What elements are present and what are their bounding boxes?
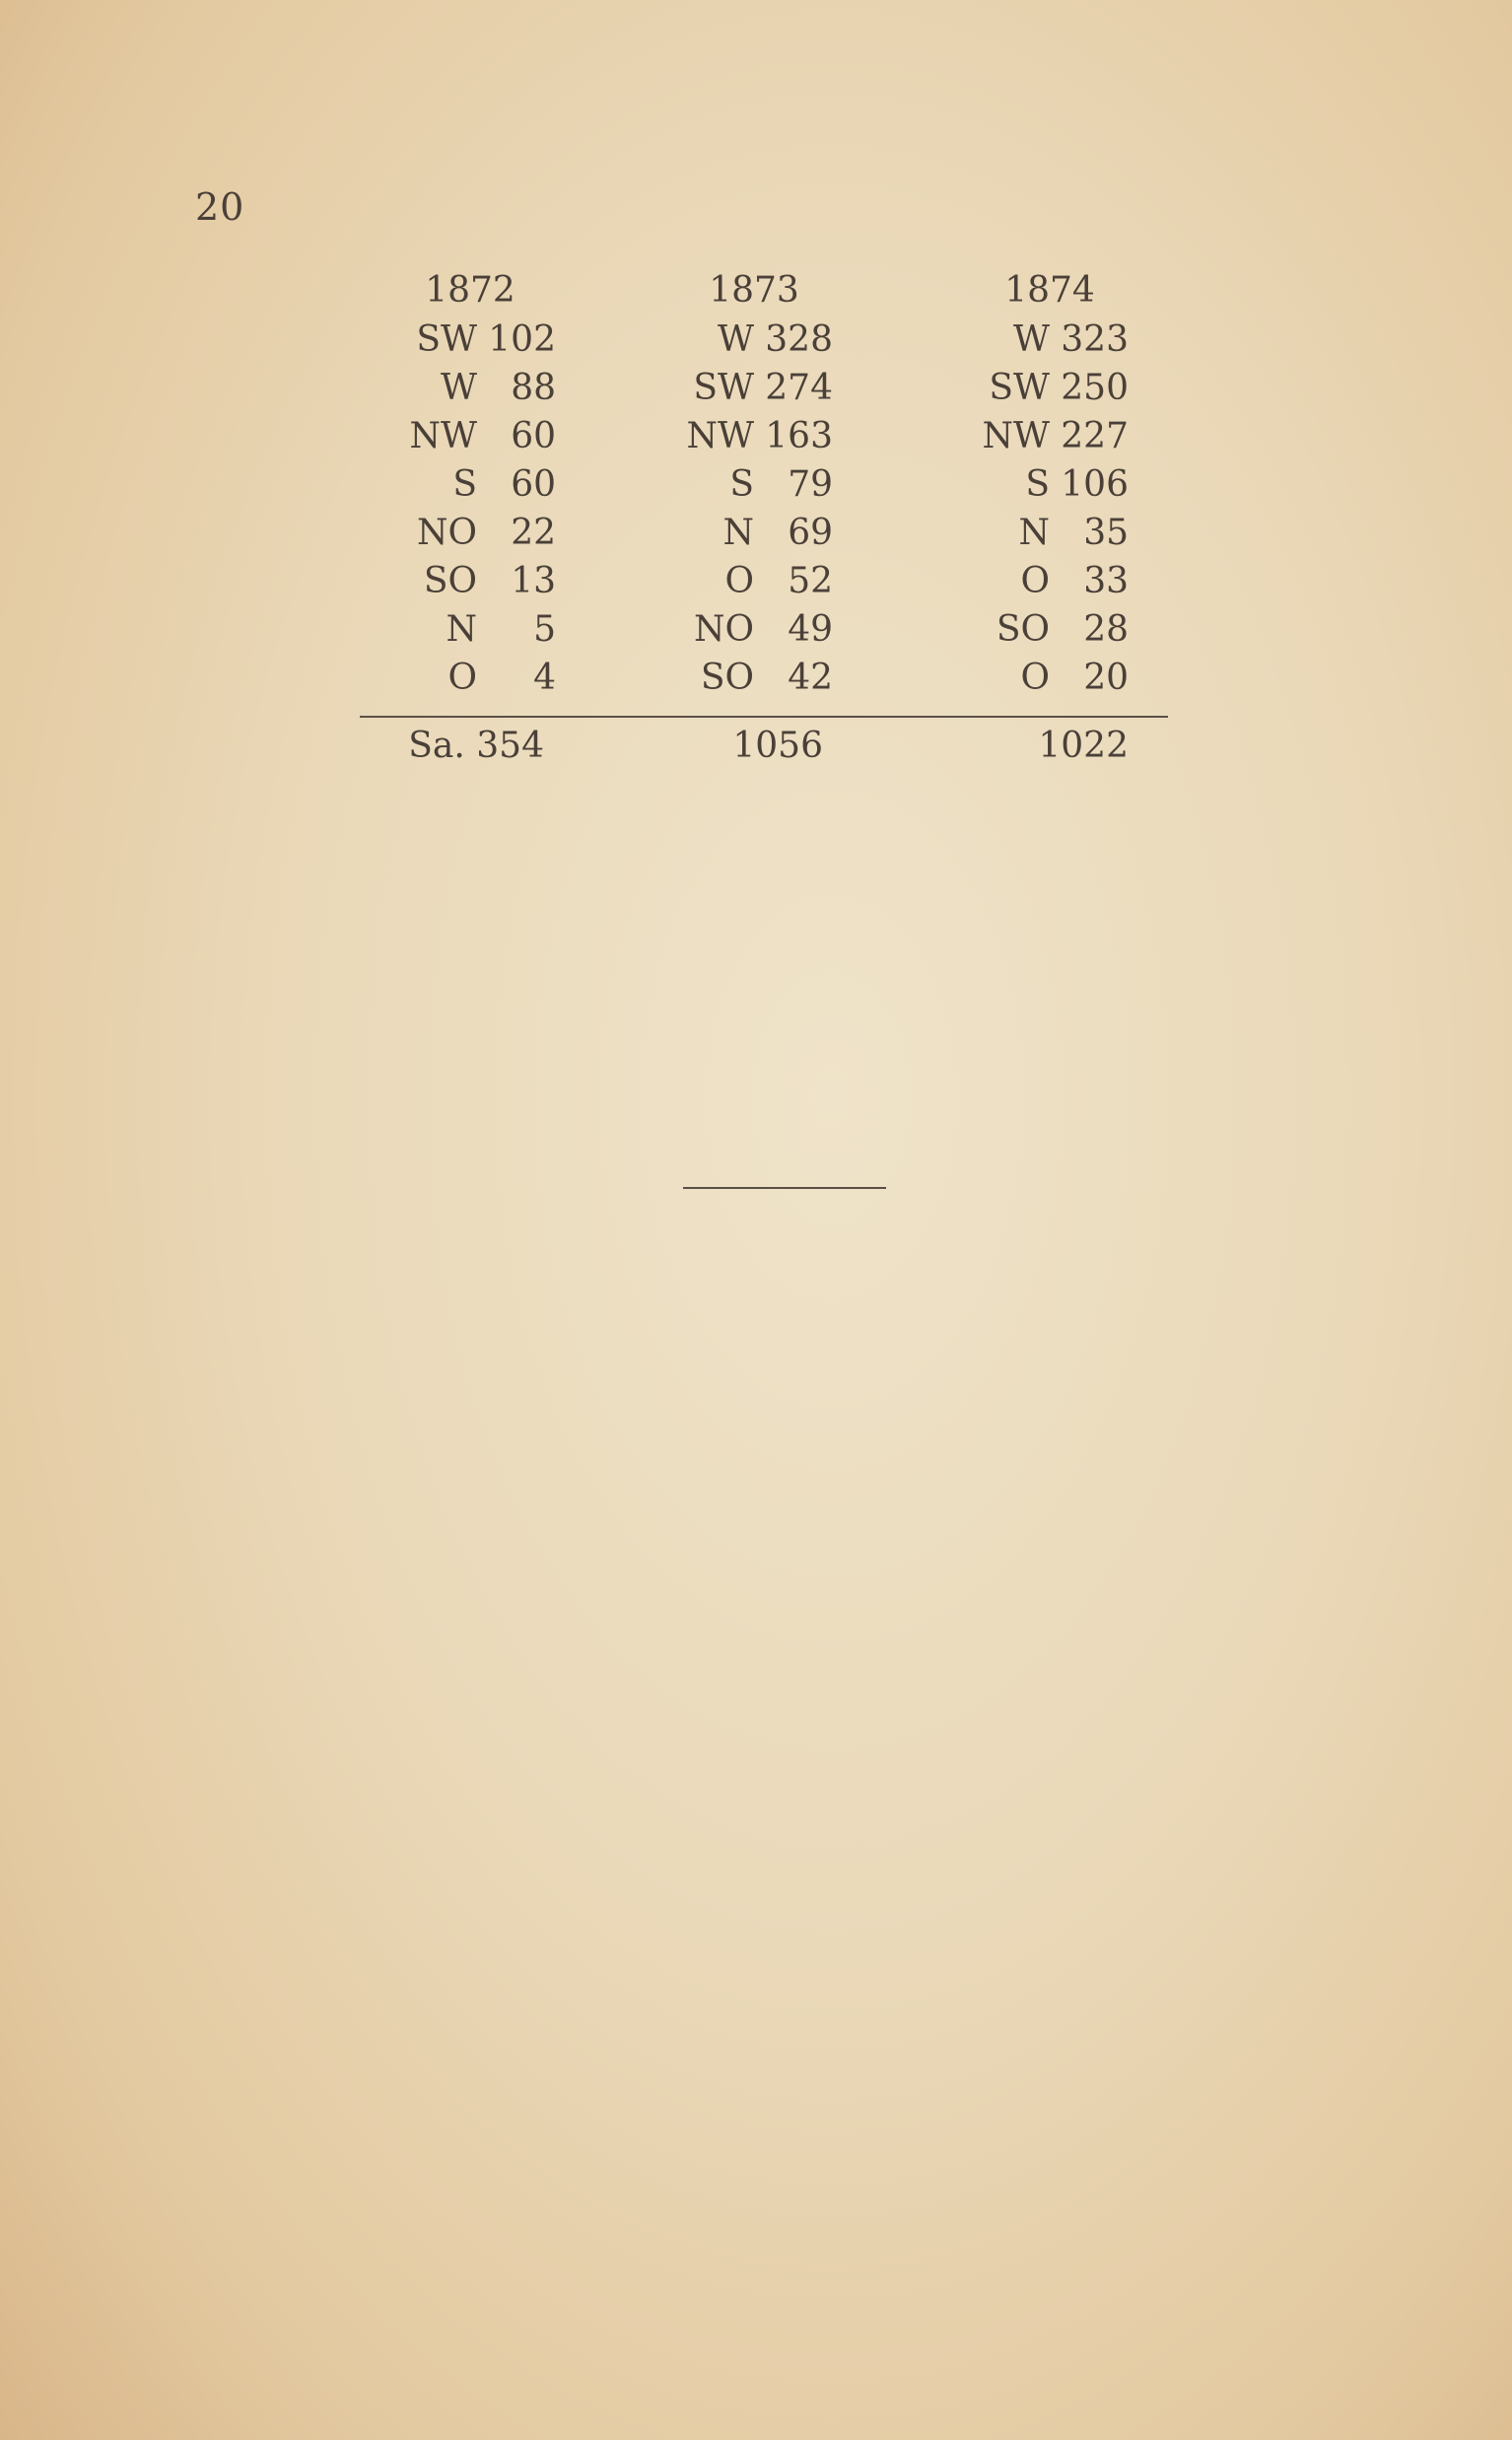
count: 102 — [488, 319, 556, 360]
table-row — [355, 364, 556, 412]
count: 49 — [788, 609, 833, 650]
count: 106 — [1061, 464, 1129, 505]
table-row — [355, 654, 556, 702]
count: 60 — [511, 464, 556, 505]
count: 28 — [1083, 609, 1129, 650]
direction: NW — [409, 416, 477, 456]
total-1873: 1056 — [732, 726, 823, 766]
direction: W — [440, 368, 477, 408]
count: 4 — [533, 658, 556, 698]
count: 88 — [511, 368, 556, 408]
direction: S — [729, 464, 754, 505]
page-number: 20 — [195, 185, 245, 229]
direction: SW — [416, 319, 477, 360]
count: 69 — [788, 513, 833, 553]
table-column-1872 — [355, 266, 556, 702]
table-row — [646, 364, 833, 412]
table-row — [941, 364, 1129, 412]
count: 328 — [765, 319, 833, 360]
direction: SO — [700, 658, 754, 698]
column-year: 1874 — [1004, 270, 1095, 311]
table-row — [646, 557, 833, 605]
count: 20 — [1083, 658, 1129, 698]
count: 60 — [511, 416, 556, 456]
count: 163 — [765, 416, 833, 456]
count: 323 — [1061, 319, 1129, 360]
direction: W — [1012, 319, 1050, 360]
direction: S — [452, 464, 477, 505]
direction: N — [722, 513, 754, 553]
column-year: 1873 — [709, 270, 799, 311]
direction: O — [724, 561, 754, 601]
count: 250 — [1061, 368, 1129, 408]
count: 79 — [788, 464, 833, 505]
direction: N — [446, 609, 477, 650]
table-row — [646, 509, 833, 557]
table-row — [355, 509, 556, 557]
direction: NO — [416, 513, 477, 553]
table-row — [941, 605, 1129, 654]
direction: N — [1018, 513, 1050, 553]
direction: S — [1025, 464, 1050, 505]
direction: O — [1020, 658, 1050, 698]
count: 22 — [511, 513, 556, 553]
direction: SO — [996, 609, 1050, 650]
table-column-1873 — [646, 266, 833, 702]
count: 5 — [533, 609, 556, 650]
table-row — [646, 412, 833, 460]
table-row — [355, 412, 556, 460]
count: 42 — [788, 658, 833, 698]
table-column-1874 — [941, 266, 1129, 702]
table-row — [941, 460, 1129, 509]
direction: W — [717, 319, 754, 360]
table-row — [646, 460, 833, 509]
column-year: 1872 — [425, 270, 515, 311]
table-row — [941, 654, 1129, 702]
direction: SW — [989, 368, 1050, 408]
total-1874: 1022 — [1038, 726, 1129, 766]
count: 35 — [1083, 513, 1129, 553]
direction: NW — [982, 416, 1050, 456]
count: 33 — [1083, 561, 1129, 601]
direction: NO — [693, 609, 754, 650]
table-row — [646, 605, 833, 654]
direction: O — [1020, 561, 1050, 601]
table-row — [355, 315, 556, 364]
section-end-rule — [683, 1187, 886, 1189]
table-row — [355, 557, 556, 605]
sum-divider — [360, 716, 1168, 718]
direction: SO — [423, 561, 477, 601]
total-1872: Sa. 354 — [408, 726, 544, 766]
table-row — [646, 315, 833, 364]
direction: NW — [686, 416, 754, 456]
table-row — [941, 509, 1129, 557]
count: 274 — [765, 368, 833, 408]
table-row — [941, 412, 1129, 460]
table-row — [941, 315, 1129, 364]
count: 227 — [1061, 416, 1129, 456]
direction: SW — [693, 368, 754, 408]
count: 13 — [511, 561, 556, 601]
table-row — [646, 654, 833, 702]
count: 52 — [788, 561, 833, 601]
table-row — [941, 557, 1129, 605]
table-row — [355, 605, 556, 654]
table-row — [355, 460, 556, 509]
direction: O — [447, 658, 477, 698]
